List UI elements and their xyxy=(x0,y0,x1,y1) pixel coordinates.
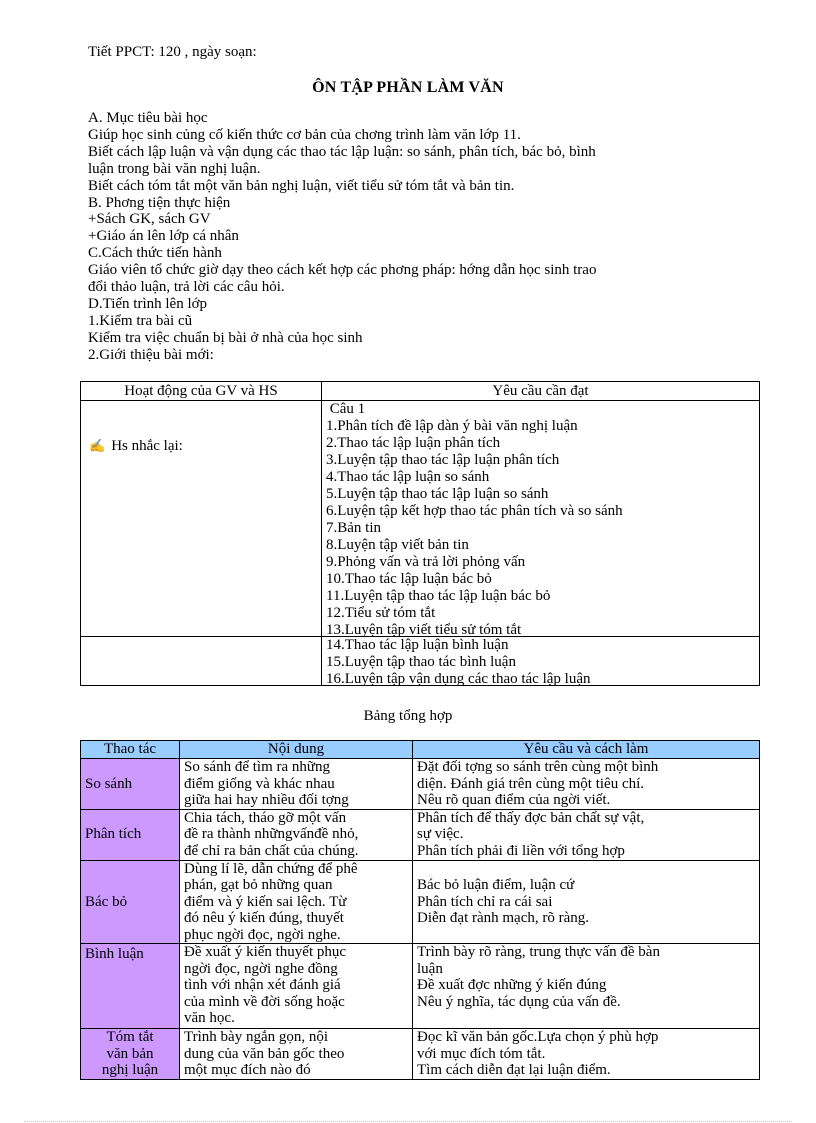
activity-cell xyxy=(81,637,322,686)
cell-line: tình với nhận xét đánh giá xyxy=(184,977,341,993)
body-line: 1.Kiểm tra bài cũ xyxy=(88,312,193,329)
summary-table-header xyxy=(81,741,760,759)
list-item: 15.Luyện tập thao tác bình luận xyxy=(326,654,516,670)
cell-line: một mục đích nào đó xyxy=(184,1062,311,1078)
operation-cell xyxy=(81,759,180,810)
body-line: 2.Giới thiệu bài mới: xyxy=(88,346,214,363)
column-header: Yêu cầu cần đạt xyxy=(322,382,760,401)
list-item: 16.Luyện tập vận dụng các thao tác lập luận xyxy=(326,671,591,685)
cell-line: Trình bày ngắn gọn, nội xyxy=(184,1029,329,1045)
activity-table xyxy=(80,381,760,686)
cell-line: Đặt đối tợng so sánh trên cùng một bình xyxy=(417,759,659,775)
content-cell xyxy=(180,860,413,944)
requirement-cell xyxy=(413,860,760,944)
operation-cell xyxy=(81,860,180,944)
cell-line: Bác bỏ luận điểm, luận cứ xyxy=(417,877,575,893)
cell-line: luận xyxy=(417,960,443,977)
operation-label: văn bản xyxy=(106,1045,154,1062)
list-item: 10.Thao tác lập luận bác bỏ xyxy=(326,571,492,587)
list-item: 8.Luyện tập viết bản tin xyxy=(326,537,469,553)
list-item: 5.Luyện tập thao tác lập luận so sánh xyxy=(326,486,549,502)
column-header: Hoạt động của GV và HS xyxy=(81,382,322,401)
cell-line: diện. Đánh giá trên cùng một tiêu chí. xyxy=(417,775,645,792)
lesson-header: Tiết PPCT: 120 , ngày soạn: xyxy=(88,44,257,60)
list-item: 11.Luyện tập thao tác lập luận bác bỏ xyxy=(326,588,551,604)
cell-line: Chia tách, tháo gỡ một vấn xyxy=(184,809,347,826)
cell-line: ngời đọc, ngời nghe đồng xyxy=(184,960,338,977)
body-line: A. Mục tiêu bài học xyxy=(88,110,208,126)
activity-note xyxy=(85,401,321,455)
cell-line: phục ngời đọc, ngời nghe. xyxy=(184,926,341,943)
table-row xyxy=(81,759,760,810)
table-row xyxy=(81,401,760,637)
cell-line: giữa hai hay nhiều đối tợng xyxy=(184,792,349,808)
table-row xyxy=(81,1029,760,1080)
body-line: Biết cách lập luận và vận dụng các thao tác lập luận: so sánh, phân tích, bác bỏ, bình xyxy=(88,143,596,160)
operation-label: Bình luận xyxy=(85,946,144,962)
cell-line: Phân tích phải đi liền với tổng hợp xyxy=(417,842,625,859)
cell-line: Đề xuất đợc những ý kiến đúng xyxy=(417,977,607,993)
operation-label: nghị luận xyxy=(101,1062,159,1079)
page-title: ÔN TẬP PHẦN LÀM VĂN xyxy=(312,79,504,96)
operation-label: Phân tích xyxy=(85,826,142,843)
list-item: Câu 1 xyxy=(326,401,366,417)
cell-line: sự việc. xyxy=(417,826,464,842)
body-line: Giáo viên tổ chức giờ dạy theo cách kết hợp các phơng pháp: hớng dẫn học sinh trao xyxy=(88,262,597,279)
list-item: 4.Thao tác lập luận so sánh xyxy=(326,469,490,485)
cell-line: đề ra thành nhữngvấnđề nhỏ, xyxy=(184,826,359,842)
cell-line: điểm và ý kiến sai lệch. Từ xyxy=(184,893,347,910)
column-header: Nội dung xyxy=(180,741,413,759)
table-row xyxy=(81,809,760,860)
activity-cell xyxy=(81,401,322,637)
list-item: 9.Phỏng vấn và trả lời phỏng vấn xyxy=(326,554,526,570)
requirement-cell xyxy=(322,401,760,637)
requirement-cell xyxy=(322,637,760,686)
activity-note-text: Hs nhắc lại: xyxy=(111,438,183,454)
list-item: 12.Tiểu sử tóm tắt xyxy=(326,605,436,621)
summary-title: Bảng tổng hợp xyxy=(363,708,453,724)
cell-line: đó nêu ý kiến đúng, thuyết xyxy=(184,910,344,926)
table-row xyxy=(81,860,760,944)
body-line: đổi thảo luận, trả lời các câu hỏi. xyxy=(88,279,285,296)
body-line: Biết cách tóm tắt một văn bản nghị luận, viết tiểu sử tóm tắt và bản tin. xyxy=(88,177,515,194)
cell-line: điểm giống và khác nhau xyxy=(184,775,335,792)
cell-line: Tìm cách diễn đạt lại luận điểm. xyxy=(417,1062,611,1078)
cell-line: Đề xuất ý kiến thuyết phục xyxy=(184,944,347,960)
cell-line: Trình bày rõ ràng, trung thực vấn đề bàn xyxy=(417,944,660,960)
cell-line: để chỉ ra bản chất của chúng. xyxy=(184,842,359,859)
table-row xyxy=(81,637,760,686)
cell-line: So sánh để tìm ra những xyxy=(184,759,331,775)
cell-line: dung của văn bản gốc theo xyxy=(184,1045,345,1062)
list-item: 7.Bản tin xyxy=(326,520,381,536)
operation-label: Tóm tắt xyxy=(106,1029,154,1046)
summary-table xyxy=(80,740,760,1080)
operation-label: Bác bỏ xyxy=(85,893,128,910)
page-bottom-divider xyxy=(24,1121,792,1122)
list-item: 6.Luyện tập kết hợp thao tác phân tích và so sánh xyxy=(326,503,623,519)
cell-line: Đọc kĩ văn bản gốc.Lựa chọn ý phù hợp xyxy=(417,1029,659,1045)
table-row xyxy=(81,944,760,1029)
content-cell xyxy=(180,944,413,1029)
operation-cell xyxy=(81,1029,180,1080)
operation-cell xyxy=(81,809,180,860)
cell-line: Diễn đạt rành mạch, rõ ràng. xyxy=(417,910,590,926)
body-line: +Sách GK, sách GV xyxy=(88,211,211,228)
cell-line: Dùng lí lẽ, dẫn chứng để phê xyxy=(184,860,358,877)
cell-line: Phân tích chỉ ra cái sai xyxy=(417,893,553,910)
list-item: 3.Luyện tập thao tác lập luận phân tích xyxy=(326,452,560,468)
list-item: 2.Thao tác lập luận phân tích xyxy=(326,435,501,451)
list-item: 14.Thao tác lập luận bình luận xyxy=(326,637,509,653)
cell-line: Phân tích để thấy đợc bản chất sự vật, xyxy=(417,809,645,826)
body-line: luận trong bài văn nghị luận. xyxy=(88,160,261,177)
cell-line: Nêu rõ quan điểm của ngời viết. xyxy=(417,792,611,808)
cell-line: phán, gạt bỏ những quan xyxy=(184,877,333,893)
content-cell xyxy=(180,809,413,860)
cell-line: với mục đích tóm tắt. xyxy=(417,1045,546,1062)
lesson-body xyxy=(88,110,768,364)
column-header: Thao tác xyxy=(81,741,180,759)
body-line: Giúp học sinh củng cố kiến thức cơ bản của chơng trình làm văn lớp 11. xyxy=(88,126,521,143)
content-cell xyxy=(180,759,413,810)
requirement-cell xyxy=(413,809,760,860)
activity-table-header xyxy=(81,382,760,401)
cell-line: Nêu ý nghĩa, tác dụng của vấn đề. xyxy=(417,993,621,1010)
writing-hand-icon: ✍ xyxy=(89,438,106,453)
requirement-cell xyxy=(413,759,760,810)
cell-line: của mình về đời sống hoặc xyxy=(184,993,345,1010)
body-line: B. Phơng tiện thực hiện xyxy=(88,194,231,211)
body-line: C.Cách thức tiến hành xyxy=(88,245,222,262)
body-line: +Giáo án lên lớp cá nhân xyxy=(88,228,239,245)
cell-line: văn học. xyxy=(184,1010,235,1026)
requirement-cell xyxy=(413,944,760,1029)
list-item: 13.Luyện tập viết tiểu sử tóm tắt xyxy=(326,622,522,636)
body-line: D.Tiến trình lên lớp xyxy=(88,295,208,312)
body-line: Kiểm tra việc chuẩn bị bài ở nhà của học sinh xyxy=(88,329,363,346)
list-item: 1.Phân tích đề lập dàn ý bài văn nghị luận xyxy=(326,418,578,434)
requirement-cell xyxy=(413,1029,760,1080)
operation-label: So sánh xyxy=(85,775,133,792)
operation-cell xyxy=(81,944,180,1029)
content-cell xyxy=(180,1029,413,1080)
column-header: Yêu cầu và cách làm xyxy=(413,741,760,759)
